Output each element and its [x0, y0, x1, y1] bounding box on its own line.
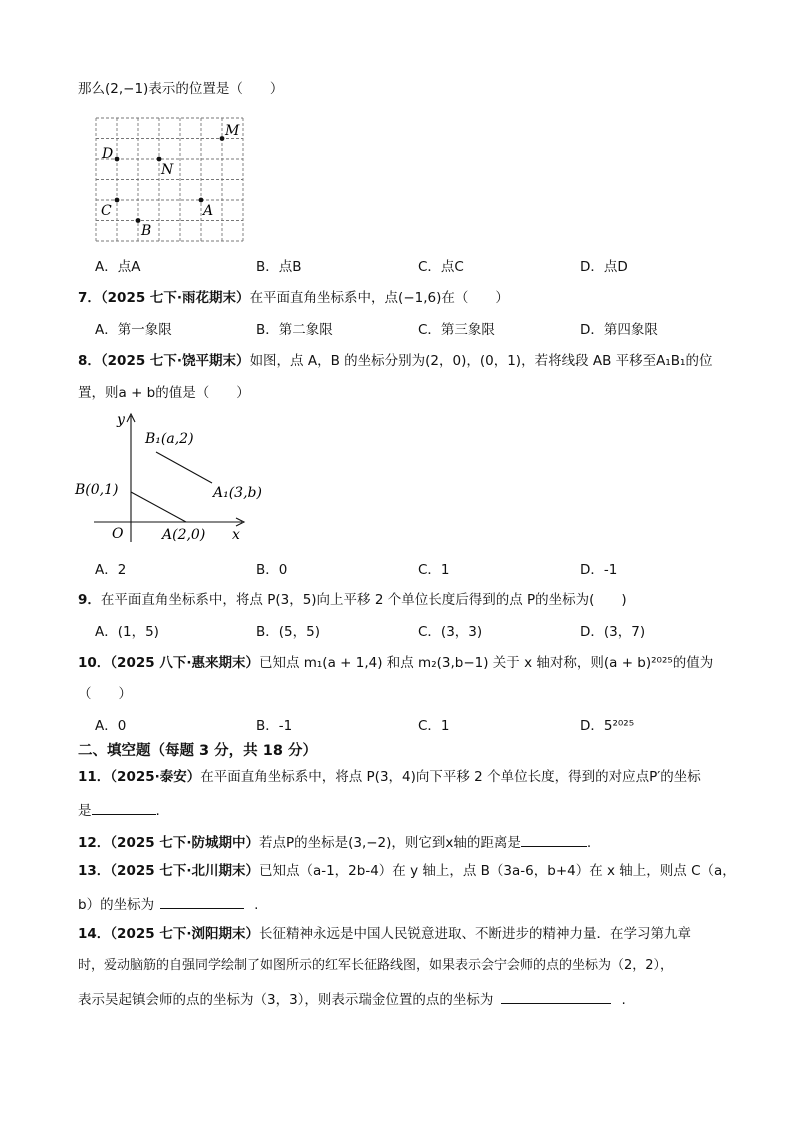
q14-stem-1: 长征精神永远是中国人民锐意进取、不断进步的精神力量．在学习第九章 [258, 926, 691, 942]
q9-option-d[interactable]: D．(3，7) [580, 624, 646, 640]
label-b1: B₁(a,2) [145, 431, 194, 447]
q12-line [78, 834, 591, 851]
q8-coordinate-figure [72, 408, 262, 548]
label-y-axis: y [117, 412, 125, 428]
q9-number: 9． [78, 592, 101, 608]
q6-option-b[interactable]: B．点B [256, 259, 302, 275]
q7-line [78, 292, 509, 306]
q8-stem-2: 置，则a + b的值是（ ） [78, 385, 250, 401]
q10-source: （2025 八下·惠来期末） [110, 655, 259, 671]
q13-source: （2025 七下·北川期末） [110, 863, 259, 879]
point-d [115, 157, 120, 162]
q12-stem-pre: 若点P的坐标是(3,−2)，则它到x轴的距离是 [258, 835, 521, 851]
q7-option-b[interactable]: B．第二象限 [256, 322, 333, 338]
q8-option-a[interactable]: A．2 [95, 562, 127, 578]
q10-option-c[interactable]: C．1 [418, 718, 450, 734]
q6-option-a[interactable]: A．点A [95, 259, 141, 275]
q12-number: 12． [78, 835, 111, 851]
q8-number: 8． [78, 353, 101, 369]
q7-stem: 在平面直角坐标系中，点(−1,6)在（ ） [249, 290, 509, 306]
q11-stem-2-post: . [155, 803, 160, 819]
q10-option-d[interactable]: D．5²⁰²⁵ [580, 718, 635, 734]
label-d: D [102, 146, 114, 162]
q6-grid-figure [92, 114, 262, 249]
label-n: N [161, 162, 174, 178]
q13-number: 13． [78, 863, 111, 879]
q8-option-b[interactable]: B．0 [256, 562, 288, 578]
q7-option-c[interactable]: C．第三象限 [418, 322, 495, 338]
q10-option-b[interactable]: B．-1 [256, 718, 293, 734]
q7-option-a[interactable]: A．第一象限 [95, 322, 172, 338]
q9-stem: 在平面直角坐标系中，将点 P(3，5)向上平移 2 个单位长度后得到的点 P的坐标为( ) [100, 592, 627, 608]
q9-option-b[interactable]: B．(5，5) [256, 624, 320, 640]
q10-number: 10． [78, 655, 111, 671]
q6-option-c[interactable]: C．点C [418, 259, 464, 275]
q6-option-d[interactable]: D．点D [580, 259, 628, 275]
label-origin: O [112, 526, 124, 542]
q10-option-a[interactable]: A．0 [95, 718, 127, 734]
label-c: C [101, 203, 112, 219]
label-m: M [225, 123, 240, 139]
q11-line2 [78, 802, 160, 819]
q11-number: 11． [78, 769, 111, 785]
q7-option-d[interactable]: D．第四象限 [580, 322, 658, 338]
q12-source: （2025 七下·防城期中） [110, 835, 259, 851]
q8-source: （2025 七下·饶平期末） [100, 353, 250, 369]
q11-line1 [78, 771, 701, 785]
point-a [199, 198, 204, 203]
point-c [115, 198, 120, 203]
label-b: B [141, 223, 152, 239]
q13-line1 [78, 865, 736, 879]
q12-answer-blank[interactable] [521, 834, 587, 847]
q11-stem-1: 在平面直角坐标系中，将点 P(3，4)向下平移 2 个单位长度，得到的对应点P′的坐标 [200, 769, 701, 785]
q9-option-a[interactable]: A．(1，5) [95, 624, 159, 640]
q14-number: 14． [78, 926, 111, 942]
label-a1: A₁(3,b) [213, 485, 262, 501]
q14-source: （2025 七下·浏阳期末） [110, 926, 259, 942]
q13-answer-blank[interactable] [160, 896, 244, 909]
q13-line2 [78, 896, 258, 913]
q6-stem: 那么(2,−1)表示的位置是（ ） [78, 81, 284, 97]
point-b [136, 218, 141, 223]
label-a: A(2,0) [162, 527, 206, 543]
q11-answer-blank[interactable] [92, 802, 156, 815]
label-a: A [203, 203, 214, 219]
q7-source: （2025 七下·雨花期末） [100, 290, 250, 306]
q13-stem-2-post: . [254, 897, 259, 913]
q14-line1 [78, 928, 691, 942]
q14-answer-blank[interactable] [501, 991, 611, 1004]
q8-stem-1: 如图，点 A，B 的坐标分别为(2，0)，(0，1)，若将线段 AB 平移至A₁B₁的位 [249, 353, 713, 369]
label-b: B(0,1) [75, 482, 119, 498]
q10-line1 [78, 657, 713, 671]
q14-stem-3-pre: 表示吴起镇会师的点的坐标为（3，3），则表示瑞金位置的点的坐标为 [78, 992, 494, 1008]
q8-option-c[interactable]: C．1 [418, 562, 450, 578]
q14-stem-3-post: . [621, 992, 626, 1008]
q11-source: （2025·泰安） [110, 769, 201, 785]
q8-option-d[interactable]: D．-1 [580, 562, 618, 578]
section-2-heading: 二、填空题（每题 3 分，共 18 分） [78, 743, 317, 759]
q10-stem-2: （ ） [78, 686, 132, 702]
point-m [220, 136, 225, 141]
q9-line [78, 594, 627, 608]
q10-stem-1: 已知点 m₁(a + 1,4) 和点 m₂(3,b−1) 关于 x 轴对称，则(a + b)²⁰²⁵的值为 [258, 655, 714, 671]
q14-line3 [78, 991, 626, 1008]
q12-stem-post: . [586, 835, 592, 851]
point-n [157, 157, 162, 162]
q14-stem-2: 时，爱动脑筋的自强同学绘制了如图所示的红军长征路线图，如果表示会宁会师的点的坐标为（2，2）， [78, 958, 674, 973]
q9-option-c[interactable]: C．(3，3) [418, 624, 483, 640]
q13-stem-2-pre: b）的坐标为 [78, 897, 155, 913]
q13-stem-1: 已知点（a-1，2b-4）在 y 轴上，点 B（3a-6，b+4）在 x 轴上，则点 C（a， [258, 863, 736, 879]
q7-number: 7． [78, 290, 101, 306]
q8-line1 [78, 355, 712, 369]
q11-stem-2-pre: 是 [78, 803, 92, 819]
label-x-axis: x [232, 527, 240, 543]
